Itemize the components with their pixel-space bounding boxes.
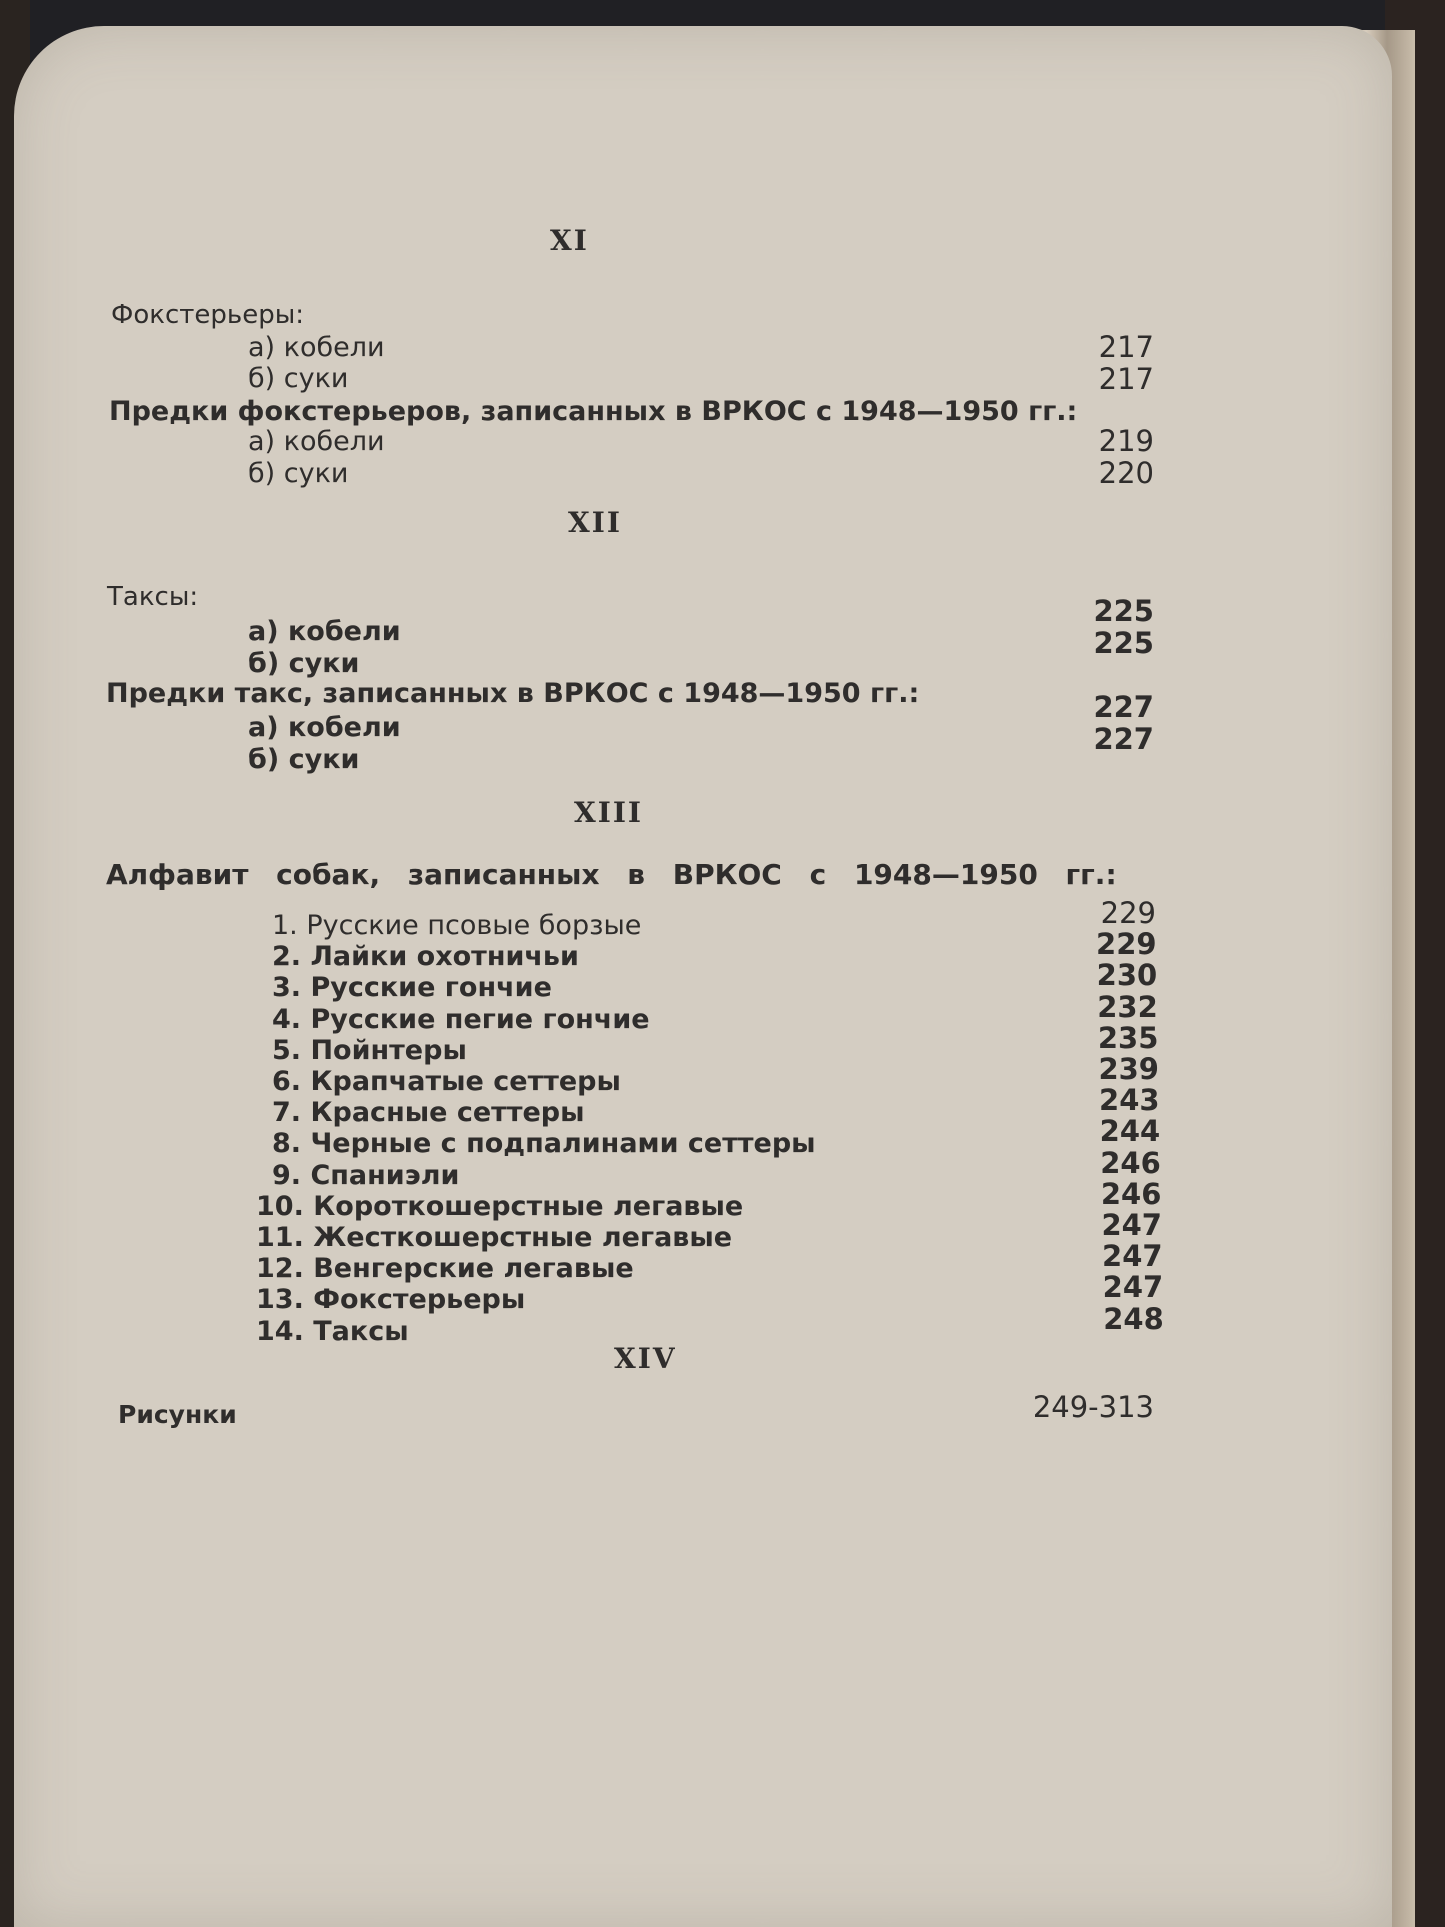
section-xiii-item: 12. Венгерские легавые bbox=[256, 1253, 634, 1284]
section-xii-page-1: 225 bbox=[1093, 626, 1154, 660]
section-xiii-page-number: 246 bbox=[1100, 1177, 1162, 1211]
section-xiii-item: 9. Спаниэли bbox=[272, 1160, 460, 1191]
section-xiii-numeral: XIII bbox=[574, 796, 644, 829]
section-xiii-page-number: 235 bbox=[1097, 1021, 1159, 1055]
section-xiii-item: 13. Фокстерьеры bbox=[256, 1284, 526, 1315]
section-xii-ancestors-heading: Предки такс, записанных в ВРКОС с 1948—1950 гг.: bbox=[106, 678, 920, 709]
section-xiii-item: 11. Жесткошерстные легавые bbox=[256, 1222, 733, 1253]
section-xiii-page-number: 243 bbox=[1099, 1083, 1160, 1117]
section-xiii-heading: Алфавит собак, записанных в ВРКОС с 1948—1950 гг.: bbox=[106, 858, 1117, 891]
section-xiii-page-number: 247 bbox=[1101, 1208, 1162, 1242]
section-xiii-item: 4. Русские пегие гончие bbox=[272, 1004, 650, 1035]
section-xii-page-2: 227 bbox=[1093, 690, 1154, 724]
section-xiii-page-number: 230 bbox=[1096, 958, 1158, 992]
section-xiii-page-number: 229 bbox=[1100, 896, 1156, 930]
section-xi-page-2: 217 bbox=[1098, 362, 1154, 396]
section-xi-numeral: XI bbox=[550, 224, 589, 257]
section-xi-item-2: б) суки bbox=[248, 363, 349, 394]
section-xii-heading: Таксы: bbox=[107, 582, 199, 612]
section-xi-page-1: 217 bbox=[1098, 330, 1154, 364]
section-xiii-item: 2. Лайки охотничьи bbox=[272, 941, 579, 972]
section-xiii-item: 8. Черные с подпалинами сеттеры bbox=[272, 1128, 816, 1159]
section-xiii-page-number: 244 bbox=[1099, 1114, 1161, 1148]
section-xiii-item: 5. Пойнтеры bbox=[272, 1035, 467, 1066]
section-xii-item-2: б) суки bbox=[248, 648, 360, 679]
section-xiv-item: Рисунки bbox=[118, 1400, 237, 1429]
section-xii-item-4: б) суки bbox=[248, 744, 360, 775]
section-xiii-page-number: 229 bbox=[1096, 927, 1157, 961]
section-xi-item-3: а) кобели bbox=[248, 426, 385, 457]
book-page bbox=[14, 26, 1392, 1927]
section-xiv-numeral: XIV bbox=[614, 1342, 677, 1375]
section-xi-heading: Фокстерьеры: bbox=[111, 300, 305, 330]
section-xiii-item: 6. Крапчатые сеттеры bbox=[272, 1066, 621, 1097]
section-xi-item-4: б) суки bbox=[248, 458, 349, 489]
section-xii-page-3: 227 bbox=[1093, 722, 1154, 756]
section-xiii-item: 7. Красные сеттеры bbox=[272, 1097, 585, 1128]
section-xiii-item: 1. Русские псовые борзые bbox=[272, 910, 642, 941]
section-xiii-item: 3. Русские гончие bbox=[272, 972, 552, 1003]
section-xi-ancestors-heading: Предки фокстерьеров, записанных в ВРКОС с 1948—1950 гг.: bbox=[109, 396, 1078, 427]
section-xii-item-1: а) кобели bbox=[248, 616, 401, 647]
section-xi-page-4: 220 bbox=[1098, 456, 1154, 490]
section-xiii-page-number: 246 bbox=[1100, 1146, 1161, 1180]
section-xi-item-1: а) кобели bbox=[248, 332, 385, 363]
section-xiii-page-number: 247 bbox=[1102, 1239, 1163, 1273]
section-xiii-item: 10. Короткошерстные легавые bbox=[256, 1191, 744, 1222]
section-xiv-page: 249-313 bbox=[1032, 1390, 1154, 1424]
section-xii-page-0: 225 bbox=[1093, 594, 1154, 628]
section-xiii-item: 14. Таксы bbox=[256, 1316, 409, 1347]
section-xiii-page-number: 248 bbox=[1103, 1302, 1164, 1336]
section-xi-page-3: 219 bbox=[1098, 424, 1154, 458]
section-xiii-page-number: 247 bbox=[1102, 1270, 1164, 1304]
section-xii-item-3: а) кобели bbox=[248, 712, 401, 743]
section-xiii-page-number: 239 bbox=[1098, 1052, 1159, 1086]
section-xiii-page-number: 232 bbox=[1097, 990, 1158, 1024]
section-xii-numeral: XII bbox=[568, 506, 622, 539]
